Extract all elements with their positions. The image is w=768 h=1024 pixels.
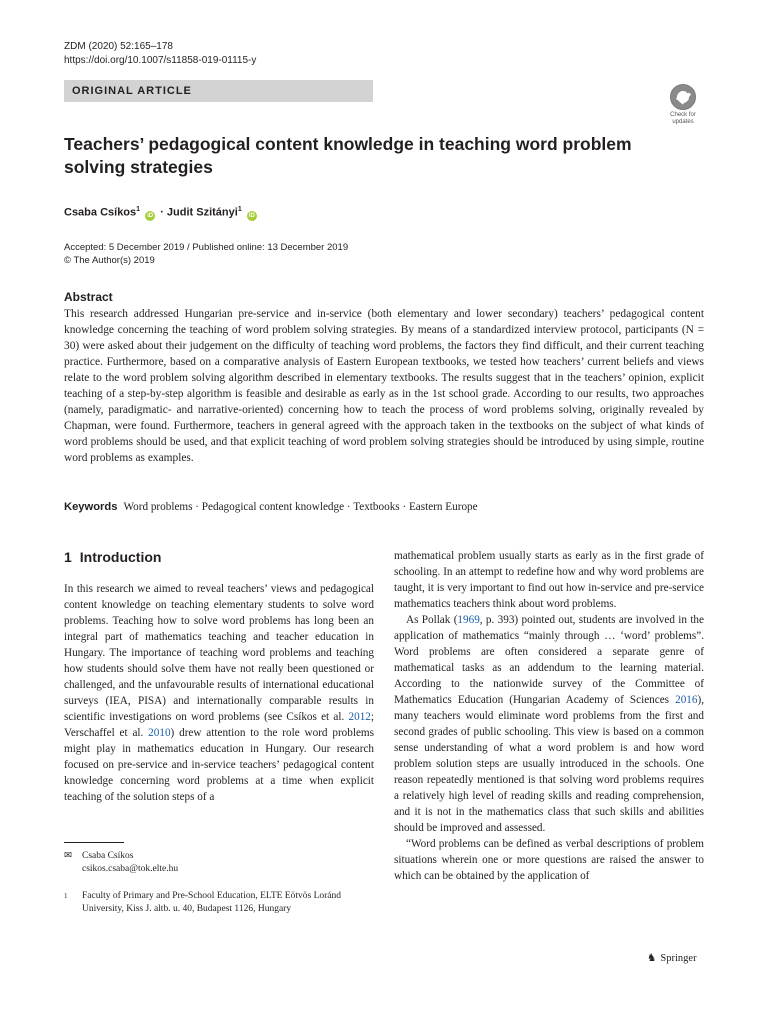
orcid-icon[interactable]: iD [248,212,255,219]
text-run: ), many teachers would eliminate word problems from the first and second grades of public schooling. This view is based on a common sense understanding of what a word problem is and how word problem solution steps are usually introduced in the schools. One reason repeatedly mentioned is that solving word problems requires a relatively high level of reading skills and reading comprehension, and it is not in the mathematics class that such skills and abilities should be improved and assessed. [394,694,704,834]
section-title: Introduction [79,549,162,565]
check-updates-label: Check for updates [670,112,696,125]
corresponding-author [64,850,364,876]
text-run: ) drew attention to the role word problems might play in mathematics education in Hungary. Our research focused on pre-service and in-service teachers’ pedagogical content knowledge concerning word problems at a time when explicit teaching of the solution steps of a [64,727,374,803]
contact-email[interactable]: csikos.csaba@tok.elte.hu [82,864,179,874]
affiliation-footnote [64,890,364,916]
journal-reference [64,40,256,68]
body-column-right [394,548,704,884]
body-column-left [64,581,374,805]
article-title: Teachers’ pedagogical content knowledge in teaching word problem solving strategies [64,134,632,177]
citation-link[interactable]: 2012 [348,711,371,723]
paragraph [394,612,704,836]
accepted-published-dates: Accepted: 5 December 2019 / Published online: 13 December 2019 [64,242,349,253]
affiliation-marker: 1 [64,892,68,900]
author-list [64,202,259,221]
springer-horse-icon: ♞ [647,953,657,964]
author-separator: · [160,206,164,219]
text-run: ; Verschaffel et al. [64,711,374,739]
journal-citation: ZDM (2020) 52:165–178 [64,41,173,52]
keywords-heading: Keywords [64,501,118,513]
paragraph: “Word problems can be defined as verbal descriptions of problem situations wherein one or more questions are raised the answer to which can be obtained by the application of [394,838,704,882]
paragraph: mathematical problem usually starts as early as in the first grade of schooling. In an attempt to redefine how and why word problems are taught, it is very important to find out how in-service and pre-service mathematics teachers think about word problems. [394,550,704,610]
copyright-notice: © The Author(s) 2019 [64,255,155,266]
citation-link[interactable]: 2016 [675,694,698,706]
text-run: In this research we aimed to reveal teachers’ views and pedagogical content knowledge on teaching elementary students to solve word problems. Teaching how to solve word problems has long been an integral part of mathematics teaching and teacher education in Hungary. The importance of teaching word problems and teaching how students should solve them have not really been questioned or challenged, and the unfavourable results of international educational surveys (IEA, PISA) and internationally comparable results in scientific investigations on word problems (see Csíkos et al. [64,583,374,723]
footnote-divider [64,842,124,843]
check-updates-badge[interactable] [662,84,704,124]
check-updates-icon [670,84,696,110]
publisher-name: Springer [660,953,697,964]
abstract-text: This research addressed Hungarian pre-service and in-service (both elementary and lower secondary) teachers’ pedagogical content knowledge concerning the teaching of word problem solving strategies. By means of a standardized interview protocol, participants (N = 30) were asked about their judgement on the difficulty of teaching word problems, the factors they find difficult, and their current teaching practice. Furthermore, based on a comparative analysis of Eastern European textbooks, we tested how teachers’ current beliefs and views relate to the word problem solving algorithm described in elementary textbooks. The results suggest that in the teachers’ opinion, explicit teaching of a step-by-step algorithm is feasible and desirable as early as in the 1st school grade. According to our results, two approaches (namely, paradigmatic- and narrative-oriented) concerning how to teach the process of word problems solving, originally revealed by Chapman, were found. Furthermore, teachers in general agreed with the approach taken in the textbooks on the subject of what kinds of word problems should be used, and that explicit teaching of word problem solving strategies should be introduced by using simple, routine word problems as examples. [64,308,704,464]
keywords-line [64,500,478,515]
text-run: As Pollak ( [406,614,458,626]
paragraph [64,581,374,805]
contact-name: Csaba Csíkos [82,851,134,861]
section-number: 1 [64,549,72,565]
section-heading-introduction [64,548,161,566]
author-affil-marker: 1 [136,206,141,213]
publisher-logo [647,951,697,967]
abstract-heading: Abstract [64,290,113,304]
citation-link[interactable]: 1969 [457,614,480,626]
publication-dates [64,241,348,267]
envelope-icon: ✉ [64,851,72,861]
affiliation-text: Faculty of Primary and Pre-School Education, ELTE Eötvös Loránd University, Kiss J. altb. u. 40, Budapest 1126, Hungary [82,891,342,914]
text-run: , p. 393) pointed out, students are involved in the application of mathematics “mainly through … ‘word’ problems”. Word problems are often considered a separate genre of mathematical tasks as an addendum to the learning material. According to the nationwide survey of the Committee of Mathematics Education (Hungarian Academy of Sciences [394,614,704,706]
doi-link[interactable]: https://doi.org/10.1007/s11858-019-01115-y [64,55,257,66]
author-name: Csaba Csíkos [64,206,137,219]
article-type-bar: ORIGINAL ARTICLE [64,80,373,102]
orcid-icon[interactable]: iD [147,212,154,219]
citation-link[interactable]: 2010 [148,727,171,739]
author-affil-marker: 1 [237,206,242,213]
keywords-list: Word problems · Pedagogical content knowledge · Textbooks · Eastern Europe [123,501,478,513]
author-name: Judit Szitányi [166,206,238,219]
